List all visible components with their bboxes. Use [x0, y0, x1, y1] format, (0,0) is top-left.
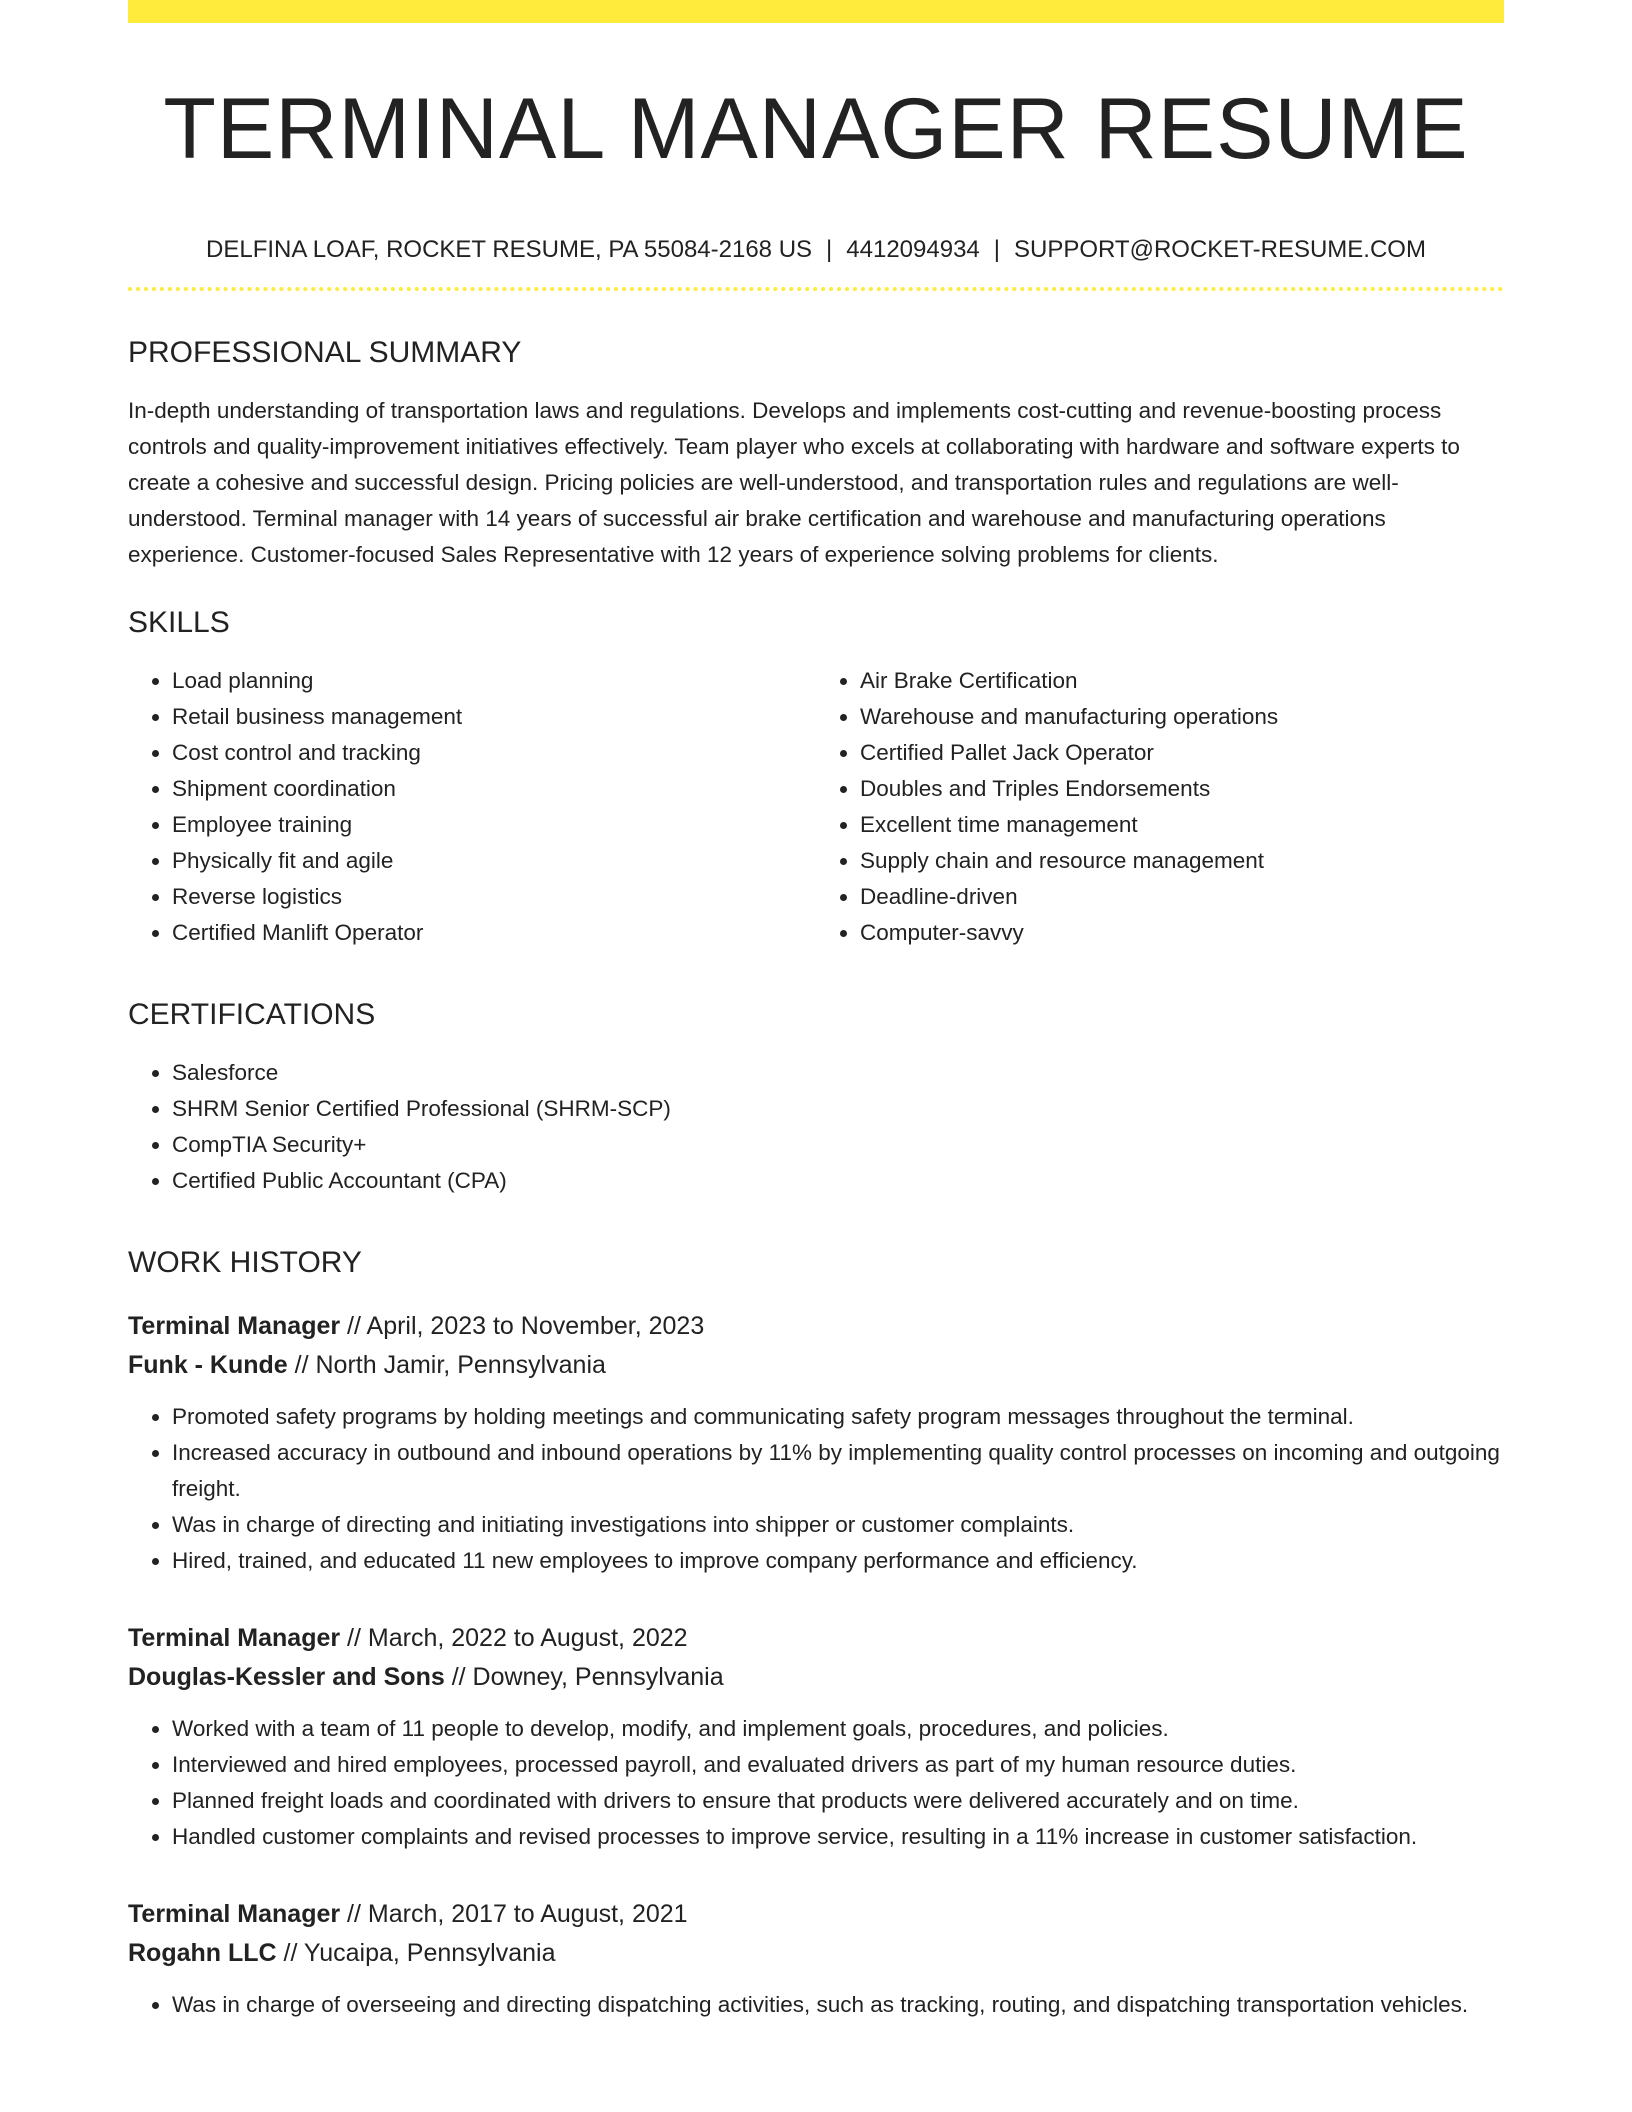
skill-item: • Shipment coordination	[172, 771, 816, 807]
contact-separator: |	[826, 236, 833, 263]
job-bullet: • Handled customer complaints and revised processes to improve service, resulting in a 11% increase in customer satisfaction.	[172, 1819, 1504, 1855]
job-bullets	[128, 1711, 1504, 1855]
job-bullet: • Hired, trained, and educated 11 new employees to improve company performance and efficiency.	[172, 1543, 1504, 1579]
contact-phone: 4412094934	[846, 236, 980, 263]
resume-content	[128, 23, 1504, 2023]
job-entry	[128, 1619, 1504, 1855]
job-bullets	[128, 1987, 1504, 2023]
certifications-heading: CERTIFICATIONS	[128, 998, 376, 1031]
job-company-line	[128, 1934, 1504, 1973]
dotted-divider	[128, 287, 1504, 291]
skill-item: • Supply chain and resource management	[860, 843, 1504, 879]
job-company: Douglas-Kessler and Sons	[128, 1663, 445, 1691]
job-company: Funk - Kunde	[128, 1351, 288, 1379]
skill-item: • Cost control and tracking	[172, 735, 816, 771]
certification-item: • CompTIA Security+	[172, 1127, 1504, 1163]
job-bullet: • Worked with a team of 11 people to develop, modify, and implement goals, procedures, and policies.	[172, 1711, 1504, 1747]
skill-item: • Warehouse and manufacturing operations	[860, 699, 1504, 735]
job-bullet: • Planned freight loads and coordinated with drivers to ensure that products were delivered accurately and on time.	[172, 1783, 1504, 1819]
job-title: Terminal Manager	[128, 1312, 341, 1340]
contact-address: DELFINA LOAF, ROCKET RESUME, PA 55084-2168 US	[206, 236, 813, 263]
job-title-line	[128, 1895, 1504, 1934]
certification-item: • Certified Public Accountant (CPA)	[172, 1163, 1504, 1199]
job-bullet: • Increased accuracy in outbound and inbound operations by 11% by implementing quality control processes on incoming and outgoing freight.	[172, 1435, 1504, 1507]
summary-text: In-depth understanding of transportation laws and regulations. Develops and implements cost-cutting and revenue-boosting process controls and quality-improvement initiatives effectively. Team player who excels at collaborating with hardware and software experts to create a cohesive and successful design. Pricing policies are well-understood, and transportation rules and regulations are well-understood. Terminal manager with 14 years of successful air brake certification and warehouse and manufacturing operations experience. Customer-focused Sales Representative with 12 years of experience solving problems for clients.	[128, 398, 1460, 567]
job-company: Rogahn LLC	[128, 1939, 277, 1967]
skills-heading: SKILLS	[128, 606, 230, 639]
job-company-line	[128, 1346, 1504, 1385]
resume-title: TERMINAL MANAGER RESUME	[163, 81, 1469, 177]
job-location: // Yucaipa, Pennsylvania	[276, 1939, 556, 1967]
job-title: Terminal Manager	[128, 1900, 341, 1928]
skill-item: • Doubles and Triples Endorsements	[860, 771, 1504, 807]
job-location: // North Jamir, Pennsylvania	[287, 1351, 606, 1379]
job-title: Terminal Manager	[128, 1624, 341, 1652]
job-bullet: • Interviewed and hired employees, processed payroll, and evaluated drivers as part of my human resource duties.	[172, 1747, 1504, 1783]
skill-item: • Certified Manlift Operator	[172, 915, 816, 951]
skill-item: • Computer-savvy	[860, 915, 1504, 951]
job-dates: // March, 2017 to August, 2021	[340, 1900, 688, 1928]
skill-item: • Excellent time management	[860, 807, 1504, 843]
certifications-list	[128, 1055, 1504, 1199]
summary-heading: PROFESSIONAL SUMMARY	[128, 336, 522, 369]
skill-item: • Employee training	[172, 807, 816, 843]
job-bullet: • Was in charge of directing and initiating investigations into shipper or customer complaints.	[172, 1507, 1504, 1543]
certification-item: • Salesforce	[172, 1055, 1504, 1091]
job-dates: // April, 2023 to November, 2023	[340, 1312, 705, 1340]
job-bullet: • Promoted safety programs by holding meetings and communicating safety program messages throughout the terminal.	[172, 1399, 1504, 1435]
certification-item: • SHRM Senior Certified Professional (SHRM-SCP)	[172, 1091, 1504, 1127]
job-title-line	[128, 1619, 1504, 1658]
skills-list-right	[816, 663, 1504, 951]
job-bullet: • Was in charge of overseeing and directing dispatching activities, such as tracking, routing, and dispatching transportation vehicles.	[172, 1987, 1504, 2023]
job-entry	[128, 1307, 1504, 1579]
skill-item: • Certified Pallet Jack Operator	[860, 735, 1504, 771]
contact-email: SUPPORT@ROCKET-RESUME.COM	[1014, 236, 1426, 263]
job-dates: // March, 2022 to August, 2022	[340, 1624, 688, 1652]
job-company-line	[128, 1658, 1504, 1697]
contact-separator: |	[993, 236, 1000, 263]
skill-item: • Physically fit and agile	[172, 843, 816, 879]
job-bullets	[128, 1399, 1504, 1579]
skills-list-left	[128, 663, 816, 951]
job-location: // Downey, Pennsylvania	[444, 1663, 724, 1691]
skill-item: • Air Brake Certification	[860, 663, 1504, 699]
skill-item: • Reverse logistics	[172, 879, 816, 915]
job-title-line	[128, 1307, 1504, 1346]
skills-columns	[128, 663, 1504, 951]
skill-item: • Deadline-driven	[860, 879, 1504, 915]
accent-top-bar	[128, 0, 1504, 23]
job-entry	[128, 1895, 1504, 2023]
work-history-heading: WORK HISTORY	[128, 1246, 362, 1279]
skill-item: • Retail business management	[172, 699, 816, 735]
skill-item: • Load planning	[172, 663, 816, 699]
contact-line	[128, 235, 1504, 265]
